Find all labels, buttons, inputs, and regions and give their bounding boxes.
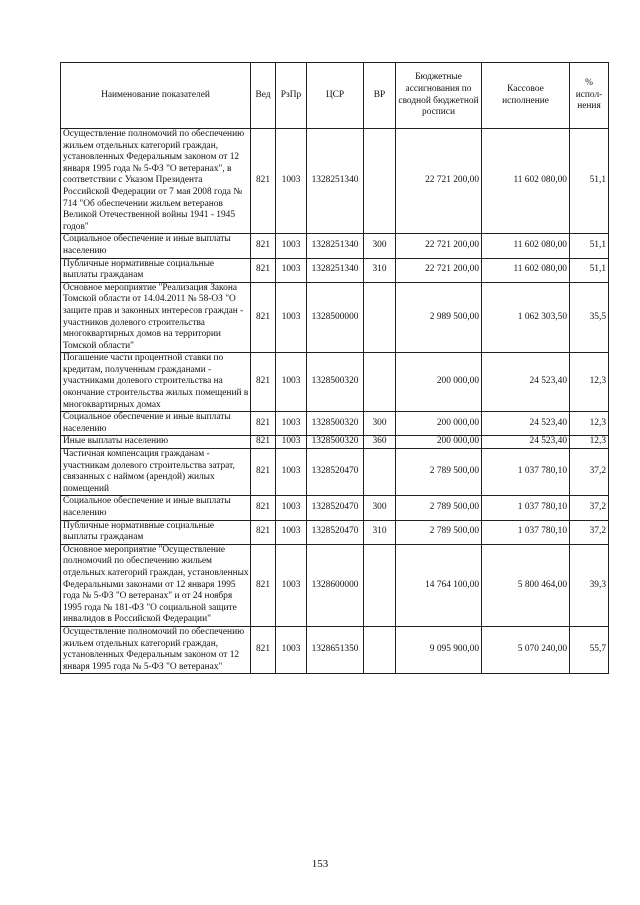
row-rzpr-cell: 1003: [276, 496, 307, 520]
row-pct-cell: 12,3: [570, 412, 609, 436]
header-pct: % испол-нения: [570, 63, 609, 129]
row-ved-cell: 821: [251, 412, 276, 436]
row-name-cell: Осуществление полномочий по обеспечению жильем отдельных категорий граждан, установленных Федеральным законом от 12 января 1995 года № 5-ФЗ "О ветеранах": [61, 626, 251, 673]
row-rzpr-cell: 1003: [276, 412, 307, 436]
header-name: Наименование показателей: [61, 63, 251, 129]
row-budget-cell: 2 989 500,00: [396, 282, 482, 353]
row-csr-cell: 1328500320: [307, 353, 364, 412]
row-rzpr-cell: 1003: [276, 520, 307, 544]
header-ved: Вед: [251, 63, 276, 129]
table-row: [61, 282, 609, 353]
table-body: [61, 129, 609, 674]
row-budget-cell: 2 789 500,00: [396, 449, 482, 496]
header-budget: Бюджетные ассигнования по сводной бюджетной росписи: [396, 63, 482, 129]
row-rzpr-cell: 1003: [276, 258, 307, 282]
row-pct-cell: 51,1: [570, 129, 609, 234]
row-ved-cell: 821: [251, 544, 276, 626]
row-rzpr-cell: 1003: [276, 282, 307, 353]
row-pct-cell: 37,2: [570, 496, 609, 520]
row-name-cell: Публичные нормативные социальные выплаты гражданам: [61, 520, 251, 544]
row-ved-cell: 821: [251, 282, 276, 353]
row-vr-cell: [364, 353, 396, 412]
header-rzpr: РзПр: [276, 63, 307, 129]
row-name-cell: Осуществление полномочий по обеспечению жильем отдельных категорий граждан, установленных Федеральным законом от 12 января 1995 года № 5-ФЗ "О ветеранах", в соответствии с Указом Президента Российской Федерации от 7 мая 2008 года № 714 "Об обеспечении жильем ветеранов Великой Отечественной войны 1941 - 1945 годов": [61, 129, 251, 234]
row-budget-cell: 2 789 500,00: [396, 496, 482, 520]
row-cash-cell: 11 602 080,00: [482, 258, 570, 282]
header-vr: ВР: [364, 63, 396, 129]
table-header-row: [61, 63, 609, 129]
row-vr-cell: 300: [364, 412, 396, 436]
row-name-cell: Погашение части процентной ставки по кредитам, полученным гражданами - участниками долевого строительства на окончание строительства жилых помещений в многоквартирных домах: [61, 353, 251, 412]
row-name-cell: Частичная компенсация гражданам - участникам долевого строительства затрат, связанных с наймом (арендой) жилых помещений: [61, 449, 251, 496]
row-cash-cell: 5 800 464,00: [482, 544, 570, 626]
table-row: [61, 544, 609, 626]
row-ved-cell: 821: [251, 520, 276, 544]
table-row: [61, 412, 609, 436]
row-cash-cell: 24 523,40: [482, 436, 570, 449]
row-vr-cell: 300: [364, 234, 396, 258]
header-csr: ЦСР: [307, 63, 364, 129]
row-vr-cell: [364, 544, 396, 626]
row-pct-cell: 37,2: [570, 449, 609, 496]
row-cash-cell: 24 523,40: [482, 353, 570, 412]
row-vr-cell: [364, 449, 396, 496]
row-pct-cell: 51,1: [570, 234, 609, 258]
row-vr-cell: [364, 129, 396, 234]
row-cash-cell: 11 602 080,00: [482, 129, 570, 234]
row-name-cell: Основное мероприятие "Реализация Закона Томской области от 14.04.2011 № 58-ОЗ "О защите прав и законных интересов граждан - участников долевого строительства многоквартирных домов на территории Томской области": [61, 282, 251, 353]
table-row: [61, 496, 609, 520]
table-row: [61, 449, 609, 496]
row-ved-cell: 821: [251, 353, 276, 412]
row-name-cell: Социальное обеспечение и иные выплаты населению: [61, 234, 251, 258]
table-row: [61, 258, 609, 282]
budget-execution-table: [60, 62, 609, 674]
table-row: [61, 353, 609, 412]
row-pct-cell: 55,7: [570, 626, 609, 673]
row-budget-cell: 14 764 100,00: [396, 544, 482, 626]
row-budget-cell: 2 789 500,00: [396, 520, 482, 544]
row-budget-cell: 200 000,00: [396, 412, 482, 436]
row-cash-cell: 1 037 780,10: [482, 449, 570, 496]
row-ved-cell: 821: [251, 496, 276, 520]
row-vr-cell: [364, 626, 396, 673]
row-vr-cell: 360: [364, 436, 396, 449]
row-ved-cell: 821: [251, 449, 276, 496]
row-name-cell: Иные выплаты населению: [61, 436, 251, 449]
row-cash-cell: 24 523,40: [482, 412, 570, 436]
row-cash-cell: 1 062 303,50: [482, 282, 570, 353]
row-name-cell: Социальное обеспечение и иные выплаты населению: [61, 496, 251, 520]
row-pct-cell: 37,2: [570, 520, 609, 544]
row-rzpr-cell: 1003: [276, 544, 307, 626]
row-pct-cell: 51,1: [570, 258, 609, 282]
row-pct-cell: 35,5: [570, 282, 609, 353]
row-ved-cell: 821: [251, 258, 276, 282]
row-ved-cell: 821: [251, 436, 276, 449]
row-pct-cell: 12,3: [570, 436, 609, 449]
row-rzpr-cell: 1003: [276, 353, 307, 412]
row-vr-cell: 310: [364, 258, 396, 282]
row-cash-cell: 1 037 780,10: [482, 496, 570, 520]
table-row: [61, 436, 609, 449]
row-csr-cell: 1328520470: [307, 496, 364, 520]
table-row: [61, 626, 609, 673]
row-csr-cell: 1328651350: [307, 626, 364, 673]
row-csr-cell: 1328500320: [307, 412, 364, 436]
table-row: [61, 520, 609, 544]
row-rzpr-cell: 1003: [276, 436, 307, 449]
row-csr-cell: 1328520470: [307, 449, 364, 496]
row-csr-cell: 1328520470: [307, 520, 364, 544]
row-csr-cell: 1328600000: [307, 544, 364, 626]
row-ved-cell: 821: [251, 234, 276, 258]
page-number: 153: [311, 858, 329, 870]
row-budget-cell: 22 721 200,00: [396, 234, 482, 258]
row-rzpr-cell: 1003: [276, 129, 307, 234]
row-pct-cell: 12,3: [570, 353, 609, 412]
row-budget-cell: 22 721 200,00: [396, 258, 482, 282]
row-cash-cell: 1 037 780,10: [482, 520, 570, 544]
row-name-cell: Основное мероприятие "Осуществление полномочий по обеспечению жильем отдельных категорий граждан, установленных Федеральными законами от 12 января 1995 года № 5-ФЗ "О ветеранах" и от 24 ноября 1995 года № 181-ФЗ "О социальной защите инвалидов в Российской Федерации": [61, 544, 251, 626]
row-pct-cell: 39,3: [570, 544, 609, 626]
row-vr-cell: 300: [364, 496, 396, 520]
row-budget-cell: 22 721 200,00: [396, 129, 482, 234]
row-ved-cell: 821: [251, 129, 276, 234]
row-rzpr-cell: 1003: [276, 234, 307, 258]
row-csr-cell: 1328251340: [307, 258, 364, 282]
row-csr-cell: 1328500320: [307, 436, 364, 449]
row-budget-cell: 9 095 900,00: [396, 626, 482, 673]
row-budget-cell: 200 000,00: [396, 436, 482, 449]
row-vr-cell: 310: [364, 520, 396, 544]
row-csr-cell: 1328500000: [307, 282, 364, 353]
row-rzpr-cell: 1003: [276, 449, 307, 496]
table-row: [61, 234, 609, 258]
row-cash-cell: 11 602 080,00: [482, 234, 570, 258]
row-vr-cell: [364, 282, 396, 353]
row-name-cell: Публичные нормативные социальные выплаты гражданам: [61, 258, 251, 282]
row-csr-cell: 1328251340: [307, 129, 364, 234]
row-cash-cell: 5 070 240,00: [482, 626, 570, 673]
row-name-cell: Социальное обеспечение и иные выплаты населению: [61, 412, 251, 436]
row-csr-cell: 1328251340: [307, 234, 364, 258]
table-row: [61, 129, 609, 234]
header-cash: Кассовое исполнение: [482, 63, 570, 129]
row-ved-cell: 821: [251, 626, 276, 673]
row-budget-cell: 200 000,00: [396, 353, 482, 412]
row-rzpr-cell: 1003: [276, 626, 307, 673]
